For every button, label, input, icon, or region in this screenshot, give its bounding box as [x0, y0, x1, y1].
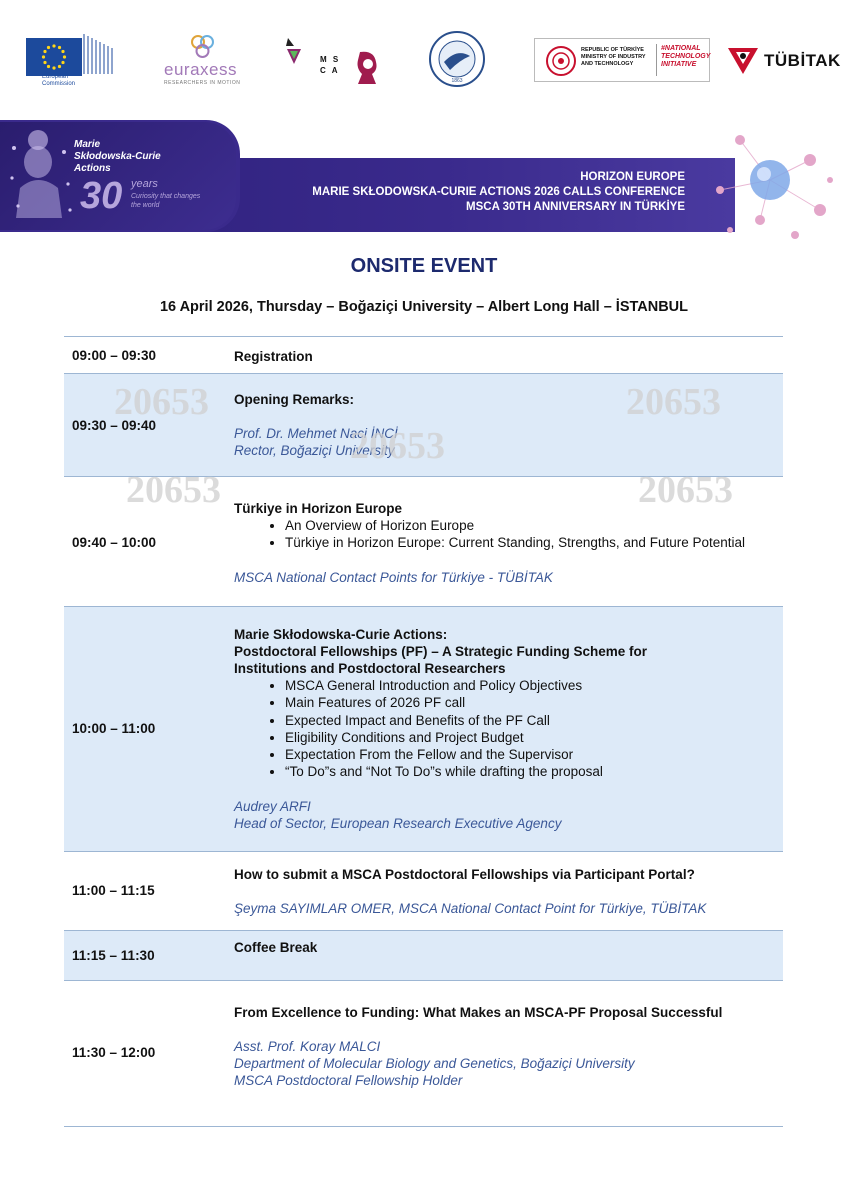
banner-line-3: MSCA 30TH ANNIVERSARY IN TÜRKİYE: [466, 201, 685, 213]
msca-label: M S: [320, 55, 341, 64]
banner-30: 30: [80, 175, 123, 217]
ec-building-icon: [82, 30, 114, 76]
banner-msca-label: Skłodowska-Curie: [74, 151, 161, 162]
ministry-label: AND TECHNOLOGY: [581, 61, 634, 67]
agenda-title: Türkiye in Horizon Europe: [234, 501, 403, 516]
agenda-topic-list: [234, 517, 779, 552]
agenda-title: Marie Skłodowska-Curie Actions:: [234, 627, 448, 642]
ministry-label: MINISTRY OF INDUSTRY: [581, 54, 646, 60]
event-subtitle: 16 April 2026, Thursday – Boğaziçi University – Albert Long Hall – İSTANBUL: [159, 299, 689, 315]
molecule-graphic-icon: [700, 120, 842, 250]
ministry-label: REPUBLIC OF TÜRKİYE: [581, 47, 644, 53]
agenda-time: 09:00 – 09:30: [72, 348, 157, 363]
agenda-speaker: Prof. Dr. Mehmet Naci İNCİ: [234, 426, 398, 441]
agenda-time: 09:40 – 10:00: [72, 535, 157, 550]
watermark: 20653: [638, 469, 733, 511]
watermark: 20653: [626, 381, 721, 423]
agenda-time: 11:15 – 11:30: [72, 948, 155, 963]
agenda-title: Postdoctoral Fellowships (PF) – A Strategic Funding Scheme for: [234, 644, 648, 659]
agenda-title: From Excellence to Funding: What Makes an MSCA-PF Proposal Successful: [234, 1005, 723, 1020]
eu-flag-icon: [26, 38, 82, 76]
agenda-row: [64, 980, 783, 1127]
agenda-speaker-role: Head of Sector, European Research Executive Agency: [234, 815, 562, 831]
agenda-speaker-role: Department of Molecular Biology and Genetics, Boğaziçi University: [234, 1056, 635, 1071]
ec-label: Commission: [42, 81, 76, 87]
agenda-speaker: MSCA National Contact Points for Türkiye - TÜBİTAK: [234, 569, 553, 585]
agenda-time: 11:00 – 11:15: [72, 883, 155, 898]
banner-msca-label: Marie: [74, 139, 101, 150]
agenda-topic: • An Overview of Horizon Europe: [285, 517, 779, 534]
banner-tagline: Curiosity that changes the world: [131, 193, 201, 209]
banner-line-2: MARIE SKŁODOWSKA-CURIE ACTIONS 2026 CALLS CONFERENCE: [312, 186, 685, 198]
divider: [656, 44, 657, 76]
agenda-topic: • Expectation From the Fellow and the Supervisor: [285, 746, 779, 763]
agenda-title: Registration: [234, 349, 313, 364]
msca-label: C A: [320, 66, 340, 75]
agenda-row: [64, 606, 783, 851]
seal-year: 1863: [451, 78, 463, 84]
curie-bust-icon: [8, 128, 78, 224]
bogazici-university-seal-icon: [428, 30, 486, 88]
curie-portrait-icon: [354, 50, 380, 86]
msca-triangle-icon: [284, 36, 304, 66]
agenda-time: 11:30 – 12:00: [72, 1045, 156, 1060]
euraxess-logo: [164, 34, 244, 88]
ministry-logo: [534, 38, 710, 82]
tubitak-emblem-icon: [726, 44, 760, 76]
watermark: 20653: [126, 469, 221, 511]
watermark: 20653: [114, 381, 209, 423]
euraxess-wordmark: euraxess: [164, 60, 237, 79]
watermark: 20653: [350, 425, 445, 467]
ec-label: European: [42, 74, 69, 80]
agenda-topic: • Main Features of 2026 PF call: [285, 694, 779, 711]
tubitak-wordmark: TÜBİTAK: [764, 51, 841, 70]
agenda-speaker: Asst. Prof. Koray MALCI: [234, 1039, 381, 1054]
agenda-row: [64, 851, 783, 930]
euraxess-tagline: RESEARCHERS IN MOTION: [164, 80, 241, 86]
ntm-label: TECHNOLOGY: [661, 53, 711, 60]
agenda-time: 10:00 – 11:00: [72, 721, 156, 736]
agenda-speaker-role: MSCA Postdoctoral Fellowship Holder: [234, 1073, 463, 1088]
euraxess-rings-icon: [188, 34, 218, 60]
agenda-title: Institutions and Postdoctoral Researchers: [234, 661, 506, 676]
ntm-label: #NATIONAL: [661, 45, 701, 52]
agenda-topic: • Türkiye in Horizon Europe: Current Standing, Strengths, and Future Potential: [285, 534, 779, 551]
banner-line-1: HORIZON EUROPE: [580, 171, 685, 183]
agenda-title: How to submit a MSCA Postdoctoral Fellowships via Participant Portal?: [234, 867, 695, 882]
agenda-speaker-role: Rector, Boğaziçi University: [234, 443, 395, 458]
agenda-speaker: Şeyma SAYIMLAR OMER, MSCA National Contact Point for Türkiye, TÜBİTAK: [234, 901, 707, 916]
banner-msca-label: Actions: [74, 163, 111, 174]
agenda-speaker: Audrey ARFI: [234, 798, 311, 814]
agenda-topic-list: [234, 677, 779, 781]
agenda-topic: • Expected Impact and Benefits of the PF Call: [285, 712, 779, 729]
banner-years: years: [131, 178, 158, 190]
agenda-topic: • MSCA General Introduction and Policy Objectives: [285, 677, 779, 694]
agenda-time: 09:30 – 09:40: [72, 418, 157, 433]
agenda-topic: • “To Do”s and “Not To Do”s while drafting the proposal: [285, 763, 779, 780]
ministry-emblem-icon: [545, 45, 577, 77]
page-title: ONSITE EVENT: [350, 255, 498, 277]
ntm-label: INITIATIVE: [661, 61, 697, 68]
agenda-row: [64, 336, 783, 373]
agenda-title: Opening Remarks:: [234, 392, 355, 407]
agenda-topic: • Eligibility Conditions and Project Budget: [285, 729, 779, 746]
agenda-title: Coffee Break: [234, 940, 318, 955]
partner-logos: [0, 0, 848, 110]
agenda-row: [64, 930, 783, 980]
